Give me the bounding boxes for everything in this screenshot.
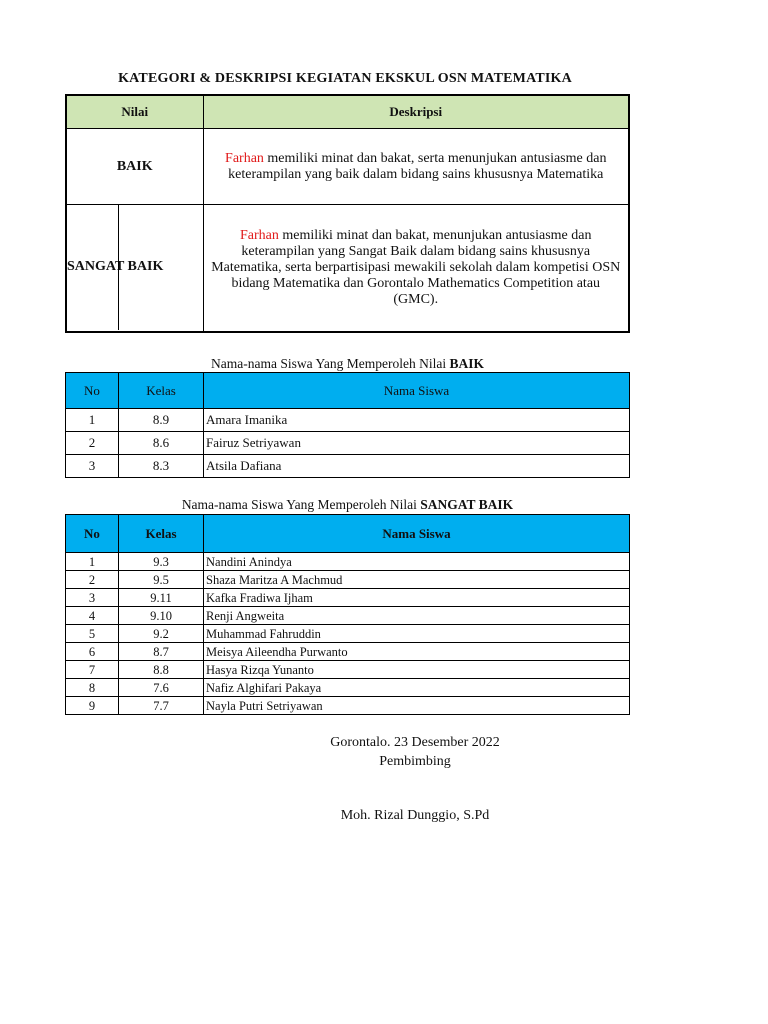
nama-header: Nama Siswa bbox=[204, 515, 630, 553]
row-no-cell: 3 bbox=[66, 589, 119, 607]
no-header: No bbox=[66, 515, 119, 553]
category-header-row bbox=[66, 95, 629, 129]
category-table bbox=[65, 94, 630, 333]
row-kelas-cell: 8.8 bbox=[119, 661, 204, 679]
row-nama-cell: Nandini Anindya bbox=[204, 553, 630, 571]
description-text: memiliki minat dan bakat, menunjukan antusiasme dan keterampilan yang Sangat Baik dalam bidang sains khususnya Matematika, serta berpartisipasi mewakili sekolah dalam kompetisi OSN bidang Matematika dan Gorontalo Mathematics Competition atau (GMC). bbox=[211, 227, 621, 307]
row-kelas-cell: 9.11 bbox=[119, 589, 204, 607]
description-text: memiliki minat dan bakat, serta menunjukan antusiasme dan keterampilan yang baik dalam bidang sains khususnya Matematika bbox=[228, 150, 607, 182]
row-kelas-cell: 8.7 bbox=[119, 643, 204, 661]
row-nama-cell: Amara Imanika bbox=[204, 409, 630, 432]
signature-role: Pembimbing bbox=[379, 754, 451, 769]
table-row bbox=[66, 589, 630, 607]
nilai-header: Nilai bbox=[66, 95, 203, 129]
row-no-cell: 7 bbox=[66, 661, 119, 679]
row-nama-cell: Nafiz Alghifari Pakaya bbox=[204, 679, 630, 697]
row-kelas-cell: 9.2 bbox=[119, 625, 204, 643]
row-kelas-cell: 9.3 bbox=[119, 553, 204, 571]
row-no-cell: 6 bbox=[66, 643, 119, 661]
row-kelas-cell: 8.9 bbox=[119, 409, 204, 432]
table-row bbox=[66, 679, 630, 697]
row-nama-cell: Renji Angweita bbox=[204, 607, 630, 625]
table-row bbox=[66, 607, 630, 625]
row-nama-cell: Kafka Fradiwa Ijham bbox=[204, 589, 630, 607]
row-nama-cell: Atsila Dafiana bbox=[204, 455, 630, 478]
row-no-cell: 2 bbox=[66, 432, 119, 455]
table-header-row bbox=[66, 515, 630, 553]
table-row bbox=[66, 455, 630, 478]
table-row bbox=[66, 409, 630, 432]
row-kelas-cell: 9.5 bbox=[119, 571, 204, 589]
sangat-baik-caption bbox=[65, 497, 630, 513]
category-desc-sangat-baik bbox=[203, 205, 629, 332]
signature-place-date: Gorontalo. 23 Desember 2022 bbox=[330, 735, 500, 750]
category-row-sangat-baik bbox=[66, 205, 629, 332]
table-row bbox=[66, 432, 630, 455]
kelas-header: Kelas bbox=[119, 515, 204, 553]
table-row bbox=[66, 661, 630, 679]
deskripsi-header: Deskripsi bbox=[203, 95, 629, 129]
row-kelas-cell: 7.7 bbox=[119, 697, 204, 715]
row-no-cell: 9 bbox=[66, 697, 119, 715]
table-row bbox=[66, 571, 630, 589]
signature-name: Moh. Rizal Dunggio, S.Pd bbox=[340, 808, 490, 823]
cell-divider bbox=[118, 205, 119, 330]
row-nama-cell: Fairuz Setriyawan bbox=[204, 432, 630, 455]
row-kelas-cell: 7.6 bbox=[119, 679, 204, 697]
category-row-baik bbox=[66, 129, 629, 205]
row-no-cell: 8 bbox=[66, 679, 119, 697]
row-no-cell: 3 bbox=[66, 455, 119, 478]
row-nama-cell: Hasya Rizqa Yunanto bbox=[204, 661, 630, 679]
row-no-cell: 2 bbox=[66, 571, 119, 589]
row-no-cell: 1 bbox=[66, 553, 119, 571]
no-header: No bbox=[66, 373, 119, 409]
table-row bbox=[66, 625, 630, 643]
row-kelas-cell: 9.10 bbox=[119, 607, 204, 625]
caption-bold: BAIK bbox=[449, 356, 484, 371]
row-no-cell: 5 bbox=[66, 625, 119, 643]
category-label-baik: BAIK bbox=[66, 129, 203, 205]
row-nama-cell: Muhammad Fahruddin bbox=[204, 625, 630, 643]
row-no-cell: 4 bbox=[66, 607, 119, 625]
table-row bbox=[66, 553, 630, 571]
baik-caption bbox=[65, 356, 630, 372]
category-label-sangat-baik: SANGAT BAIK bbox=[67, 259, 164, 275]
row-kelas-cell: 8.3 bbox=[119, 455, 204, 478]
category-label-cell-sangat-baik bbox=[66, 205, 203, 332]
caption-bold: SANGAT BAIK bbox=[420, 497, 514, 512]
caption-text: Nama-nama Siswa Yang Memperoleh Nilai bbox=[211, 356, 450, 371]
category-desc-baik bbox=[203, 129, 629, 205]
kelas-header: Kelas bbox=[119, 373, 204, 409]
row-no-cell: 1 bbox=[66, 409, 119, 432]
nama-header: Nama Siswa bbox=[204, 373, 630, 409]
student-name-highlight: Farhan bbox=[240, 227, 279, 243]
table-row bbox=[66, 643, 630, 661]
baik-students-table bbox=[65, 372, 630, 478]
document-title: KATEGORI & DESKRIPSI KEGIATAN EKSKUL OSN MATEMATIKA bbox=[118, 71, 572, 86]
sangat-baik-students-table bbox=[65, 514, 630, 715]
row-nama-cell: Shaza Maritza A Machmud bbox=[204, 571, 630, 589]
row-nama-cell: Meisya Aileendha Purwanto bbox=[204, 643, 630, 661]
caption-text: Nama-nama Siswa Yang Memperoleh Nilai bbox=[181, 497, 421, 512]
student-name-highlight: Farhan bbox=[225, 150, 264, 166]
row-kelas-cell: 8.6 bbox=[119, 432, 204, 455]
table-row bbox=[66, 697, 630, 715]
table-header-row bbox=[66, 373, 630, 409]
row-nama-cell: Nayla Putri Setriyawan bbox=[204, 697, 630, 715]
